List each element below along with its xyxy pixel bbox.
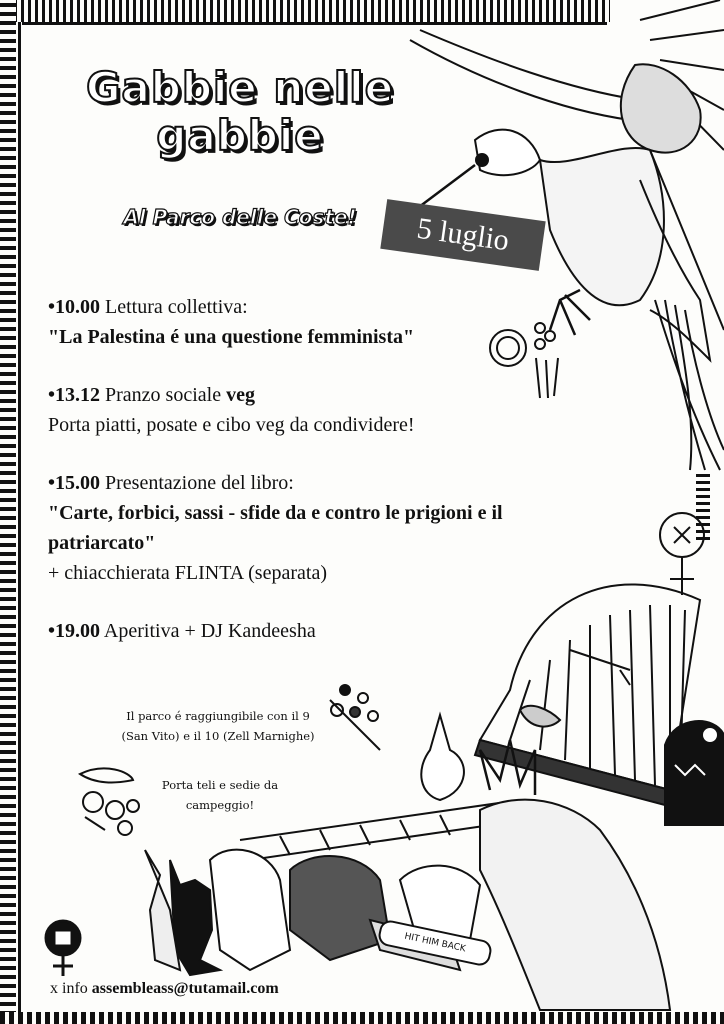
feminist-fist-icon bbox=[38, 918, 88, 978]
program-extra: + chiacchierata FLINTA (separata) bbox=[48, 562, 327, 584]
program-detail: Porta piatti, posate e cibo veg da condividere! bbox=[48, 414, 415, 436]
poster-title: Gabbie nelle gabbie bbox=[85, 63, 395, 160]
contact-prefix: x info bbox=[50, 980, 92, 997]
border-left bbox=[0, 0, 16, 1024]
program-time: •13.12 bbox=[48, 384, 101, 406]
program-time: •15.00 bbox=[48, 472, 101, 494]
monster-illustration bbox=[655, 705, 724, 835]
animals-illustration bbox=[140, 710, 724, 1015]
bring-text: Porta teli e sedie da campeggio! bbox=[161, 778, 279, 812]
program-activity: Presentazione del libro: bbox=[105, 472, 294, 494]
date-label: 5 luglio bbox=[380, 199, 545, 271]
program-activity-bold: veg bbox=[226, 384, 255, 406]
contact-line bbox=[50, 980, 279, 998]
contact-email[interactable]: assembleass@tutamail.com bbox=[91, 980, 279, 997]
border-left-line bbox=[18, 22, 21, 1012]
program-activity: Lettura collettiva: bbox=[105, 296, 248, 318]
plate-icon bbox=[488, 318, 578, 408]
poster-subtitle: Al Parco delle Coste! bbox=[123, 205, 357, 229]
baguette-icon bbox=[75, 762, 150, 837]
feminist-symbol-icon bbox=[652, 505, 712, 605]
program-detail: "La Palestina é una questione femminista" bbox=[48, 326, 415, 348]
program-time: •10.00 bbox=[48, 296, 101, 318]
banner-text: HIT HIM BACK bbox=[403, 931, 467, 955]
directions-text: Il parco é raggiungibile con il 9 (San Vito) e il 10 (Zell Marnighe) bbox=[121, 709, 315, 743]
program-activity: Aperitiva + DJ Kandeesha bbox=[103, 620, 316, 642]
program-activity: Pranzo sociale bbox=[105, 384, 227, 406]
program-detail: "Carte, forbici, sassi - sfide da e contro le prigioni e il patriarcato" bbox=[48, 502, 503, 554]
program-time: •19.00 bbox=[48, 620, 101, 642]
